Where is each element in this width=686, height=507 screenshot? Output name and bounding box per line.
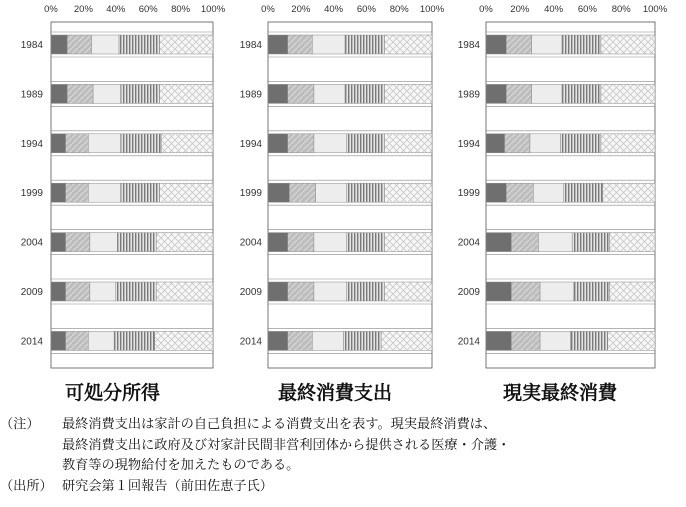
bar-segment xyxy=(530,134,560,153)
bar-segment xyxy=(345,84,384,103)
bar-segment xyxy=(88,331,114,350)
chart-title: 可処分所得 xyxy=(64,382,160,404)
x-tick-label: 20% xyxy=(73,4,93,15)
bar-segment xyxy=(51,282,66,301)
bar-segment xyxy=(381,331,432,350)
category-label: 1984 xyxy=(239,40,262,51)
bar-segment xyxy=(67,35,91,54)
bar-segment xyxy=(347,183,385,202)
bar-segment xyxy=(506,35,531,54)
category-label: 1994 xyxy=(239,138,262,150)
note-line: 最終消費支出に政府及び対家計民間非営利団体から提供される医療・介護・ xyxy=(62,437,511,453)
x-tick-label: 80% xyxy=(389,4,409,15)
bar-segment xyxy=(289,183,315,202)
bar-segment xyxy=(347,134,385,153)
bar-segment xyxy=(88,183,120,202)
bar-segment xyxy=(121,134,162,153)
bar-segment xyxy=(486,331,511,350)
category-label: 1994 xyxy=(20,138,43,150)
bar-segment xyxy=(347,282,385,301)
bar-segment xyxy=(609,233,655,252)
bar-segment xyxy=(560,134,601,153)
panel-final-consumption xyxy=(225,0,445,404)
chart-title: 現実最終消費 xyxy=(502,382,617,404)
bar-segment xyxy=(67,84,93,103)
bar-segment xyxy=(90,233,118,252)
bar-segment xyxy=(88,134,120,153)
x-tick-label: 80% xyxy=(171,4,191,15)
category-label: 1999 xyxy=(239,188,262,200)
bar-segment xyxy=(288,282,314,301)
bar-segment xyxy=(384,35,432,54)
bar-segment xyxy=(160,35,213,54)
x-tick-label: 80% xyxy=(611,4,631,15)
x-tick-label: 100% xyxy=(642,4,668,15)
note-body xyxy=(62,415,686,477)
bar-segment xyxy=(268,233,288,252)
bar-segment xyxy=(486,35,506,54)
category-label: 2014 xyxy=(239,336,262,348)
bar-segment xyxy=(486,233,511,252)
x-tick-label: 60% xyxy=(138,4,158,15)
bar-segment xyxy=(345,35,384,54)
bar-segment xyxy=(608,331,655,350)
category-label: 1999 xyxy=(457,188,480,200)
bar-segment xyxy=(609,282,655,301)
bar-segment xyxy=(506,183,533,202)
bar-segment xyxy=(511,282,540,301)
bar-segment xyxy=(114,331,154,350)
bar-segment xyxy=(160,84,213,103)
bar-segment xyxy=(314,84,345,103)
x-tick-label: 60% xyxy=(356,4,376,15)
chart-title: 最終消費支出 xyxy=(277,382,392,404)
bar-segment xyxy=(66,183,89,202)
x-tick-label: 20% xyxy=(510,4,530,15)
bar-segment xyxy=(562,35,601,54)
x-tick-label: 40% xyxy=(106,4,126,15)
x-tick-label: 0% xyxy=(479,4,493,15)
bar-segment xyxy=(384,84,432,103)
bar-segment xyxy=(314,233,347,252)
source-row xyxy=(0,477,686,498)
bar-segment xyxy=(486,84,506,103)
x-tick-label: 0% xyxy=(261,4,275,15)
x-tick-label: 40% xyxy=(544,4,564,15)
category-label: 2014 xyxy=(20,336,43,348)
chart-disposable-income xyxy=(0,0,225,375)
chart-final-consumption xyxy=(225,0,445,375)
bar-segment xyxy=(92,35,120,54)
category-label: 2009 xyxy=(457,287,480,298)
bar-segment xyxy=(268,183,289,202)
bar-segment xyxy=(533,183,563,202)
bar-segment xyxy=(268,84,288,103)
bar-segment xyxy=(505,134,530,153)
panel-actual-final-consumption xyxy=(445,0,675,404)
category-label: 2009 xyxy=(20,287,43,298)
bar-segment xyxy=(155,331,213,350)
bar-segment xyxy=(384,134,432,153)
category-label: 1984 xyxy=(457,40,480,51)
bar-segment xyxy=(540,282,574,301)
category-label: 1984 xyxy=(20,40,43,51)
bar-segment xyxy=(571,331,608,350)
bar-segment xyxy=(66,331,89,350)
bar-segment xyxy=(538,233,572,252)
bar-segment xyxy=(486,183,506,202)
category-label: 1989 xyxy=(457,89,480,101)
category-label: 1994 xyxy=(457,138,480,150)
bar-segment xyxy=(347,233,385,252)
bar-segment xyxy=(540,331,570,350)
x-tick-label: 100% xyxy=(419,4,445,15)
category-label: 1989 xyxy=(20,89,43,101)
bar-segment xyxy=(384,183,432,202)
bar-segment xyxy=(486,134,505,153)
bar-segment xyxy=(51,331,66,350)
bar-segment xyxy=(511,233,538,252)
bar-segment xyxy=(532,84,562,103)
source-text: 研究会第１回報告（前田佐恵子氏） xyxy=(62,478,273,494)
chart-actual-final-consumption xyxy=(445,0,675,375)
bar-segment xyxy=(312,35,345,54)
bar-segment xyxy=(51,84,67,103)
bar-segment xyxy=(66,282,90,301)
bar-segment xyxy=(117,233,156,252)
bar-segment xyxy=(66,134,89,153)
bar-segment xyxy=(51,183,66,202)
bar-segment xyxy=(116,282,157,301)
bar-segment xyxy=(288,84,314,103)
bar-segment xyxy=(603,183,655,202)
bar-segment xyxy=(601,84,655,103)
bar-segment xyxy=(532,35,562,54)
bar-segment xyxy=(90,282,116,301)
bar-segment xyxy=(161,134,213,153)
bar-segment xyxy=(564,183,603,202)
bar-segment xyxy=(572,233,609,252)
category-label: 1989 xyxy=(239,89,262,101)
bar-segment xyxy=(156,282,213,301)
bar-segment xyxy=(51,35,67,54)
bar-segment xyxy=(314,282,347,301)
panel-disposable-income xyxy=(0,0,225,404)
x-tick-label: 40% xyxy=(324,4,344,15)
bar-segment xyxy=(506,84,531,103)
bar-segment xyxy=(562,84,601,103)
x-tick-label: 0% xyxy=(44,4,58,15)
bar-segment xyxy=(51,134,66,153)
bar-segment xyxy=(51,233,66,252)
bar-segment xyxy=(160,183,213,202)
note-label: （注） xyxy=(0,417,40,432)
bar-segment xyxy=(93,84,121,103)
bar-segment xyxy=(156,233,213,252)
note-row xyxy=(0,415,686,477)
bar-segment xyxy=(486,282,511,301)
bar-segment xyxy=(288,233,314,252)
footnotes xyxy=(0,415,686,497)
bar-segment xyxy=(288,35,313,54)
bar-segment xyxy=(312,331,343,350)
bar-segment xyxy=(268,282,288,301)
category-label: 2004 xyxy=(239,237,262,249)
bar-segment xyxy=(288,331,313,350)
bar-segment xyxy=(268,35,288,54)
x-tick-label: 20% xyxy=(291,4,311,15)
category-label: 1999 xyxy=(20,188,43,200)
bar-segment xyxy=(574,282,609,301)
bar-segment xyxy=(601,134,655,153)
category-label: 2009 xyxy=(239,287,262,298)
x-tick-label: 60% xyxy=(577,4,597,15)
x-tick-label: 100% xyxy=(200,4,225,15)
bar-segment xyxy=(316,183,347,202)
bar-segment xyxy=(66,233,90,252)
bar-segment xyxy=(314,134,347,153)
bar-segment xyxy=(119,35,160,54)
bar-segment xyxy=(384,233,432,252)
bar-segment xyxy=(384,282,432,301)
bar-segment xyxy=(511,331,540,350)
bar-segment xyxy=(121,183,160,202)
bar-segment xyxy=(343,331,381,350)
note-line: 教育等の現物給付を加えたものである。 xyxy=(62,458,300,473)
source-label: （出所） xyxy=(0,478,53,494)
bar-segment xyxy=(268,134,288,153)
category-label: 2004 xyxy=(20,237,43,249)
category-label: 2014 xyxy=(457,336,480,348)
category-label: 2004 xyxy=(457,237,480,249)
bar-segment xyxy=(268,331,288,350)
bar-segment xyxy=(121,84,160,103)
note-line: 最終消費支出は家計の自己負担による消費支出を表す。現実最終消費は、 xyxy=(62,417,497,432)
bar-segment xyxy=(288,134,314,153)
bar-segment xyxy=(601,35,655,54)
